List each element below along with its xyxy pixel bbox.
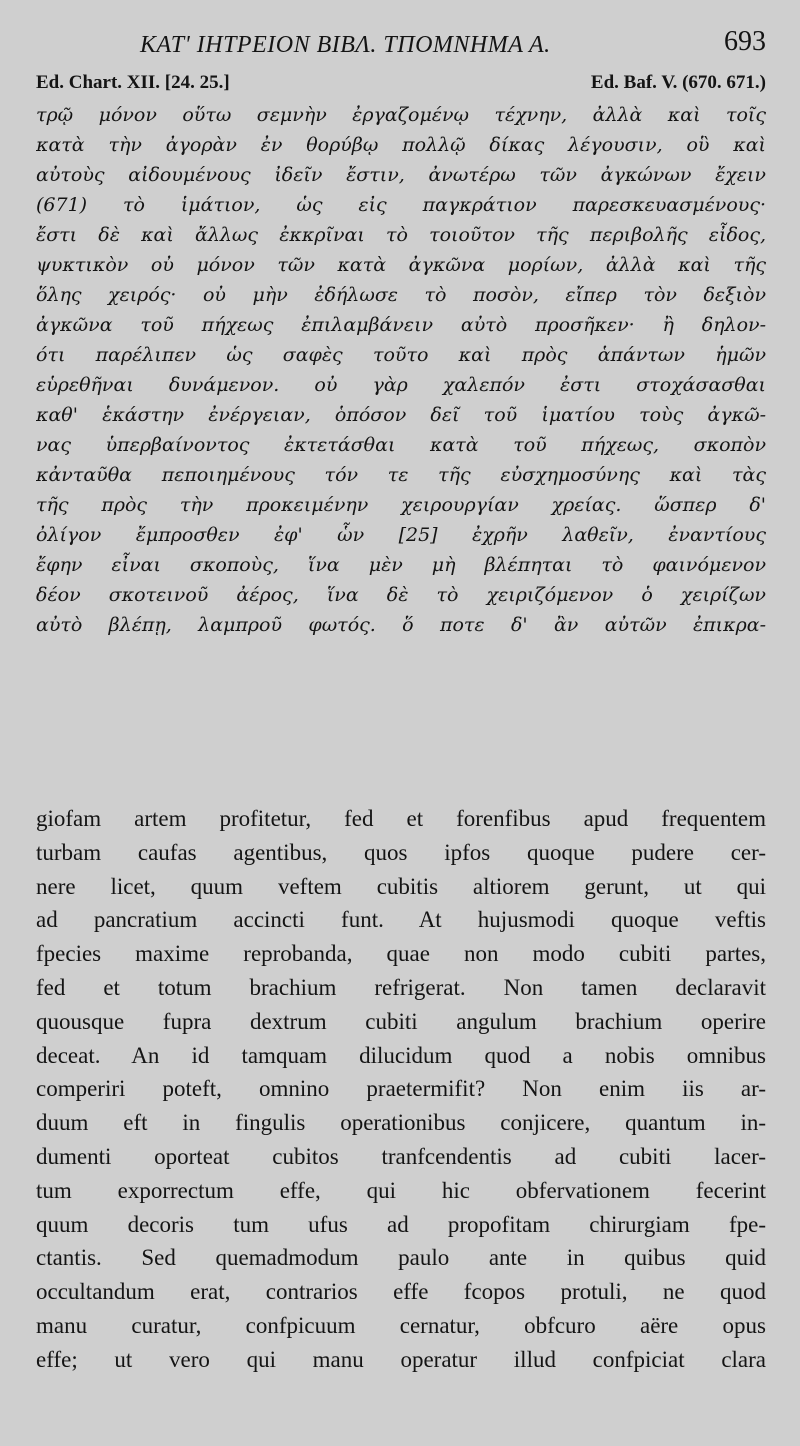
latin-text (36, 802, 766, 1377)
greek-line: ότι παρέλιπεν ὡς σαφὲς τοῦτο καὶ πρὸς ἁπάντων ἡμῶν (36, 344, 766, 366)
latin-line: quum decoris tum ufus ad propofitam chirurgiam fpe- (36, 1211, 766, 1237)
greek-line: ἀγκῶνα τοῦ πήχεως ἐπιλαμβάνειν αὐτὸ προσῆκεν· ἢ δηλον- (36, 314, 766, 336)
latin-line: effe; ut vero qui manu operatur illud confpiciat clara (36, 1346, 766, 1372)
latin-line: quousque fupra dextrum cubiti angulum brachium operire (36, 1008, 766, 1034)
latin-line: comperiri poteft, omnino praetermifit? Non enim iis ar- (36, 1076, 766, 1102)
greek-line: τρῷ μόνον οὕτω σεμνὴν ἐργαζομένῳ τέχνην, ἀλλὰ καὶ τοῖς (36, 104, 766, 126)
greek-line: (671) τὸ ἱμάτιον, ὡς εἰς παγκράτιον παρεσκευασμένους· (36, 194, 766, 216)
edition-chart-ref: Ed. Chart. XII. [24. 25.] (36, 72, 230, 93)
greek-line: ὅλης χειρός· οὐ μὴν ἐδήλωσε τὸ ποσὸν, εἴπερ τὸν δεξιὸν (36, 284, 766, 306)
greek-line: δέον σκοτεινοῦ ἀέρος, ἵνα δὲ τὸ χειριζόμενον ὁ χειρίζων (36, 584, 766, 606)
latin-line: fed et totum brachium refrigerat. Non tamen declaravit (36, 974, 766, 1000)
page-number: 693 (724, 26, 766, 57)
edition-basel-ref: Ed. Baf. V. (670. 671.) (590, 72, 766, 93)
latin-line: ctantis. Sed quemadmodum paulo ante in quibus quid (36, 1245, 766, 1271)
latin-line: tum exporrectum effe, qui hic obfervationem fecerint (36, 1177, 766, 1203)
latin-line: manu curatur, confpicuum cernatur, obfcuro aëre opus (36, 1312, 766, 1338)
latin-line: giofam artem profitetur, fed et forenfibus apud frequentem (36, 806, 766, 831)
greek-line: καθ' ἑκάστην ἐνέργειαν, ὁπόσον δεῖ τοῦ ἱματίου τοὺς ἀγκῶ- (36, 404, 766, 426)
greek-line: αὐτοὺς αἰδουμένους ἰδεῖν ἔστιν, ἀνωτέρω τῶν ἀγκώνων ἔχειν (36, 164, 766, 186)
latin-line: turbam caufas agentibus, quos ipfos quoque pudere cer- (36, 839, 766, 865)
latin-line: dumenti oporteat cubitos tranfcendentis ad cubiti lacer- (36, 1143, 766, 1169)
greek-text (36, 100, 766, 640)
greek-line: ἔστι δὲ καὶ ἄλλως ἐκκρῖναι τὸ τοιοῦτον τῆς περιβολῆς εἶδος, (36, 224, 766, 246)
greek-line: νας ὑπερβαίνοντος ἐκτετάσθαι κατὰ τοῦ πήχεως, σκοπὸν (36, 434, 766, 456)
greek-line: κατὰ τὴν ἀγορὰν ἐν θορύβῳ πολλῷ δίκας λέγουσιν, οὓ καὶ (36, 134, 766, 156)
greek-line: ὀλίγον ἔμπροσθεν ἐφ' ὧν [25] ἐχρῆν λαθεῖν, ἐναντίους (36, 524, 766, 546)
latin-line: nere licet, quum veftem cubitis altiorem gerunt, ut qui (36, 873, 766, 899)
greek-line: αὐτὸ βλέπῃ, λαμπροῦ φωτός. ὅ ποτε δ' ἂν αὐτῶν ἐπικρα- (36, 614, 766, 636)
running-head (0, 24, 800, 64)
greek-line: ἔφην εἶναι σκοποὺς, ἵνα μὲν μὴ βλέπηται τὸ φαινόμενον (36, 554, 766, 576)
latin-line: occultandum erat, contrarios effe fcopos protuli, ne quod (36, 1279, 766, 1305)
edition-reference (36, 72, 766, 102)
latin-line: fpecies maxime reprobanda, quae non modo cubiti partes, (36, 941, 766, 967)
latin-line: duum eft in fingulis operationibus conjicere, quantum in- (36, 1110, 766, 1136)
latin-line: deceat. An id tamquam dilucidum quod a nobis omnibus (36, 1042, 766, 1068)
latin-line: ad pancratium accincti funt. At hujusmodi quoque veftis (36, 907, 766, 933)
greek-line: ψυκτικὸν οὐ μόνον τῶν κατὰ ἀγκῶνα μορίων, ἀλλὰ καὶ τῆς (36, 254, 766, 276)
greek-line: τῆς πρὸς τὴν προκειμένην χειρουργίαν χρείας. ὥσπερ δ' (36, 494, 766, 516)
greek-line: εὑρεθῆναι δυνάμενον. οὐ γὰρ χαλεπόν ἐστι στοχάσασθαι (36, 374, 766, 396)
greek-line: κἀνταῦθα πεποιημένους τόν τε τῆς εὐσχημοσύνης καὶ τὰς (36, 464, 766, 486)
running-title: ΚΑΤ' ΙΗΤΡΕΙΟΝ ΒΙΒΛ. ΤΠΟΜΝΗΜΑ Α. (140, 32, 551, 58)
